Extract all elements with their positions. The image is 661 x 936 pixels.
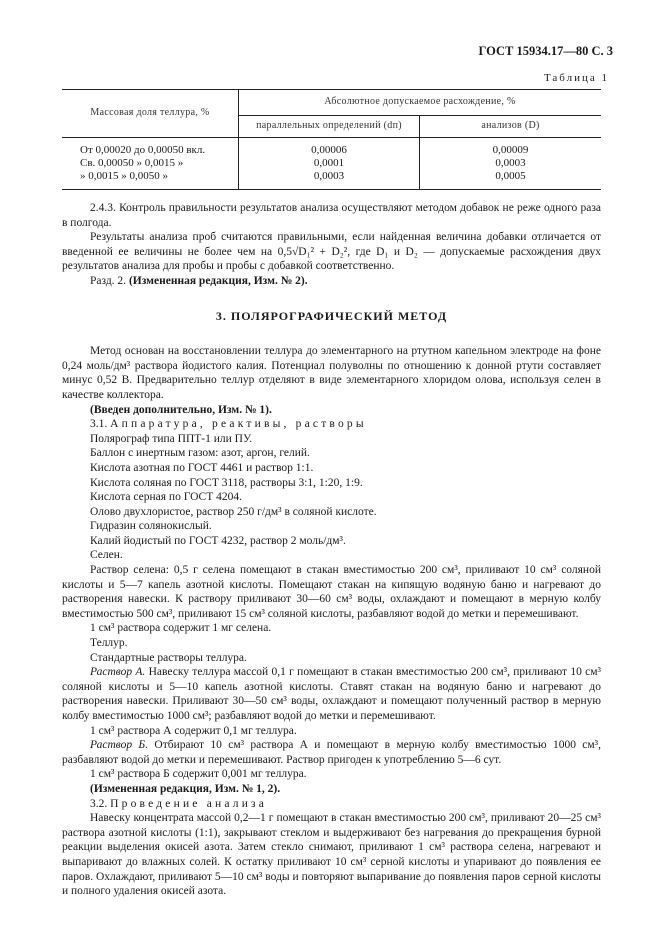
page-header: ГОСТ 15934.17—80 С. 3 [478, 44, 613, 58]
amendment-note-1-2 [62, 782, 601, 797]
text-run: Разд. 2. [90, 274, 127, 287]
section-3-title: 3. ПОЛЯРОГРАФИЧЕСКИЙ МЕТОД [215, 308, 448, 323]
list-item: Гидразин солянокислый. [90, 520, 212, 533]
list-item: Олово двухлористое, раствор 250 г/дм³ в соляной кислоте. [90, 505, 377, 518]
paragraph-analysis: Навеску концентрата массой 0,2—1 г помещают в стакан вместимостью 200 см³, приливают 20—25 см³ раствора азотной кислоты (1:1), закрывают стеклом и выдерживают без нагревания до прекращения бурной реакции выделения окисей азота. Затем стекло снимают, приливают 1 см³ раствора селена, нагревают и выпаривают до влажных солей. К остатку приливают 10 см³ серной кислоты и упаривают до появления ее паров. Охлаждают, приливают 5—10 см³ воды и повторяют выпаривание до появления паров серной кислоты и полного удаления окисей азота. [62, 812, 601, 898]
list-item: Кислота серная по ГОСТ 4204. [90, 491, 242, 504]
text-run: Отбирают 10 см³ раствора А и помещают в мерную колбу вместимостью 1000 см³, разбавляют водой до метки и перемешивают. Раствор пригоден к употреблению 5—6 сут. [62, 739, 601, 766]
table-cell: » 0,0015 » 0,0050 » [62, 170, 239, 190]
list-item: Баллон с инертным газом: азот, аргон, гелий. [90, 447, 310, 460]
table-group-header: Абсолютное допускаемое расхождение, % [239, 90, 602, 116]
text-run: 3.1. [90, 418, 108, 431]
table-col-parallel-header: параллельных определений (dп) [239, 116, 420, 138]
text-run: Результаты анализа проб считаются правильными, если найденная величина добавки отличается от введенной ее величины не более чем на 0,5 [62, 231, 601, 258]
list-item: Кислота азотная по ГОСТ 4461 и раствор 1:1. [90, 461, 314, 474]
table-cell: 0,0003 [239, 170, 420, 190]
table-cell: Св. 0,00050 » 0,0015 » [62, 157, 239, 170]
table-col-analysis-header: анализов (D) [420, 116, 602, 138]
solution-b-concentration: 1 см³ раствора Б содержит 0,001 мг теллура. [90, 768, 307, 781]
spaced-title: Аппаратура, реактивы, растворы [110, 418, 367, 431]
spaced-title: Проведение анализа [110, 797, 268, 810]
subsection-3-2 [62, 797, 601, 812]
subsection-3-1 [62, 417, 601, 432]
paragraph-solution-a [62, 665, 601, 723]
introduced-note [62, 403, 601, 418]
table-col-tellurium-header: Массовая доля теллура, % [62, 90, 239, 138]
table-caption: Таблица 1 [543, 72, 609, 84]
solution-a-concentration: 1 см³ раствора А содержит 0,1 мг теллура. [90, 724, 297, 737]
list-item: Полярограф типа ППТ-1 или ПУ. [90, 432, 253, 445]
table-cell: 0,00009 [492, 144, 529, 156]
amendment-bold: (Введен дополнительно, Изм. № 1). [90, 403, 272, 416]
list-item: Теллур. [90, 637, 128, 650]
text-run: Навеску теллура массой 0,1 г помещают в стакан вместимостью 200 см³, приливают 10 см³ соляной кислоты и 5—10 капель азотной кислоты. Ставят стакан на водяную баню и нагревают до растворения навески. Приливают 30—50 см³ воды, охлаждают и помещают полученный раствор в мерную колбу вместимостью 1000 см³; разбавляют водой до метки и перемешивают. [62, 666, 601, 722]
table-cell: 0,0001 [239, 157, 420, 170]
table-cell: 0,0003 [495, 157, 526, 169]
italic-label: Раствор Б. [90, 739, 149, 752]
list-item: Стандартные растворы теллура. [90, 651, 247, 664]
tolerance-table [62, 89, 601, 190]
text-run: , где D₁ и D₂ — допускаемые расхождения двух результатов анализа для пробы и пробы с добавкой соответственно. [62, 245, 601, 273]
paragraph-method: Метод основан на восстановлении теллура до элементарного на ртутном капельном электроде на фоне 0,24 моль/дм³ раствора йодистого калия. Потенциал полуволны по отношению к донной ртути составляет минус 0,52 В. Предварительно теллур отделяют в виде элементарного хлоридом олова, используя селен в качестве коллектора. [62, 345, 601, 401]
table-cell: 0,00006 [239, 138, 420, 158]
main-text [62, 201, 601, 899]
selenium-concentration: 1 см³ раствора содержит 1 мг селена. [90, 622, 272, 635]
amendment-bold: (Измененная редакция, Изм. № 1, 2). [90, 782, 281, 795]
amendment-bold: (Измененная редакция, Изм. № 2). [128, 274, 308, 287]
table-cell: От 0,00020 до 0,00050 вкл. [62, 138, 239, 158]
paragraph-results [62, 230, 601, 274]
paragraph-solution-b [62, 738, 601, 767]
paragraph-2-4-3: 2.4.3. Контроль правильности результатов анализа осуществляют методом добавок не реже одного раза в полгода. [62, 202, 601, 229]
list-item: Селен. [90, 549, 123, 562]
italic-label: Раствор А. [90, 666, 146, 679]
amendment-note-2 [62, 274, 601, 289]
paragraph-selenium-solution: Раствор селена: 0,5 г селена помещают в стакан вместимостью 200 см³, приливают 10 см³ соляной кислоты и 5—7 капель азотной кислоты. Помещают стакан на кипящую водяную баню и нагревают до растворения навески. К раствору приливают 30—60 см³ воды, охлаждают и помещают в мерную колбу вместимостью 500 см³, приливают 15 см³ соляной кислоты, разбавляют водой до метки и перемешивают. [62, 564, 601, 620]
list-item: Калий йодистый по ГОСТ 4232, раствор 2 моль/дм³. [90, 534, 346, 547]
sqrt-formula: √D₁² + D₂² [291, 245, 348, 258]
list-item: Кислота соляная по ГОСТ 3118, растворы 3:1, 1:20, 1:9. [90, 476, 363, 489]
text-run: 3.2. [90, 797, 108, 810]
table-cell: 0,0005 [420, 170, 602, 190]
